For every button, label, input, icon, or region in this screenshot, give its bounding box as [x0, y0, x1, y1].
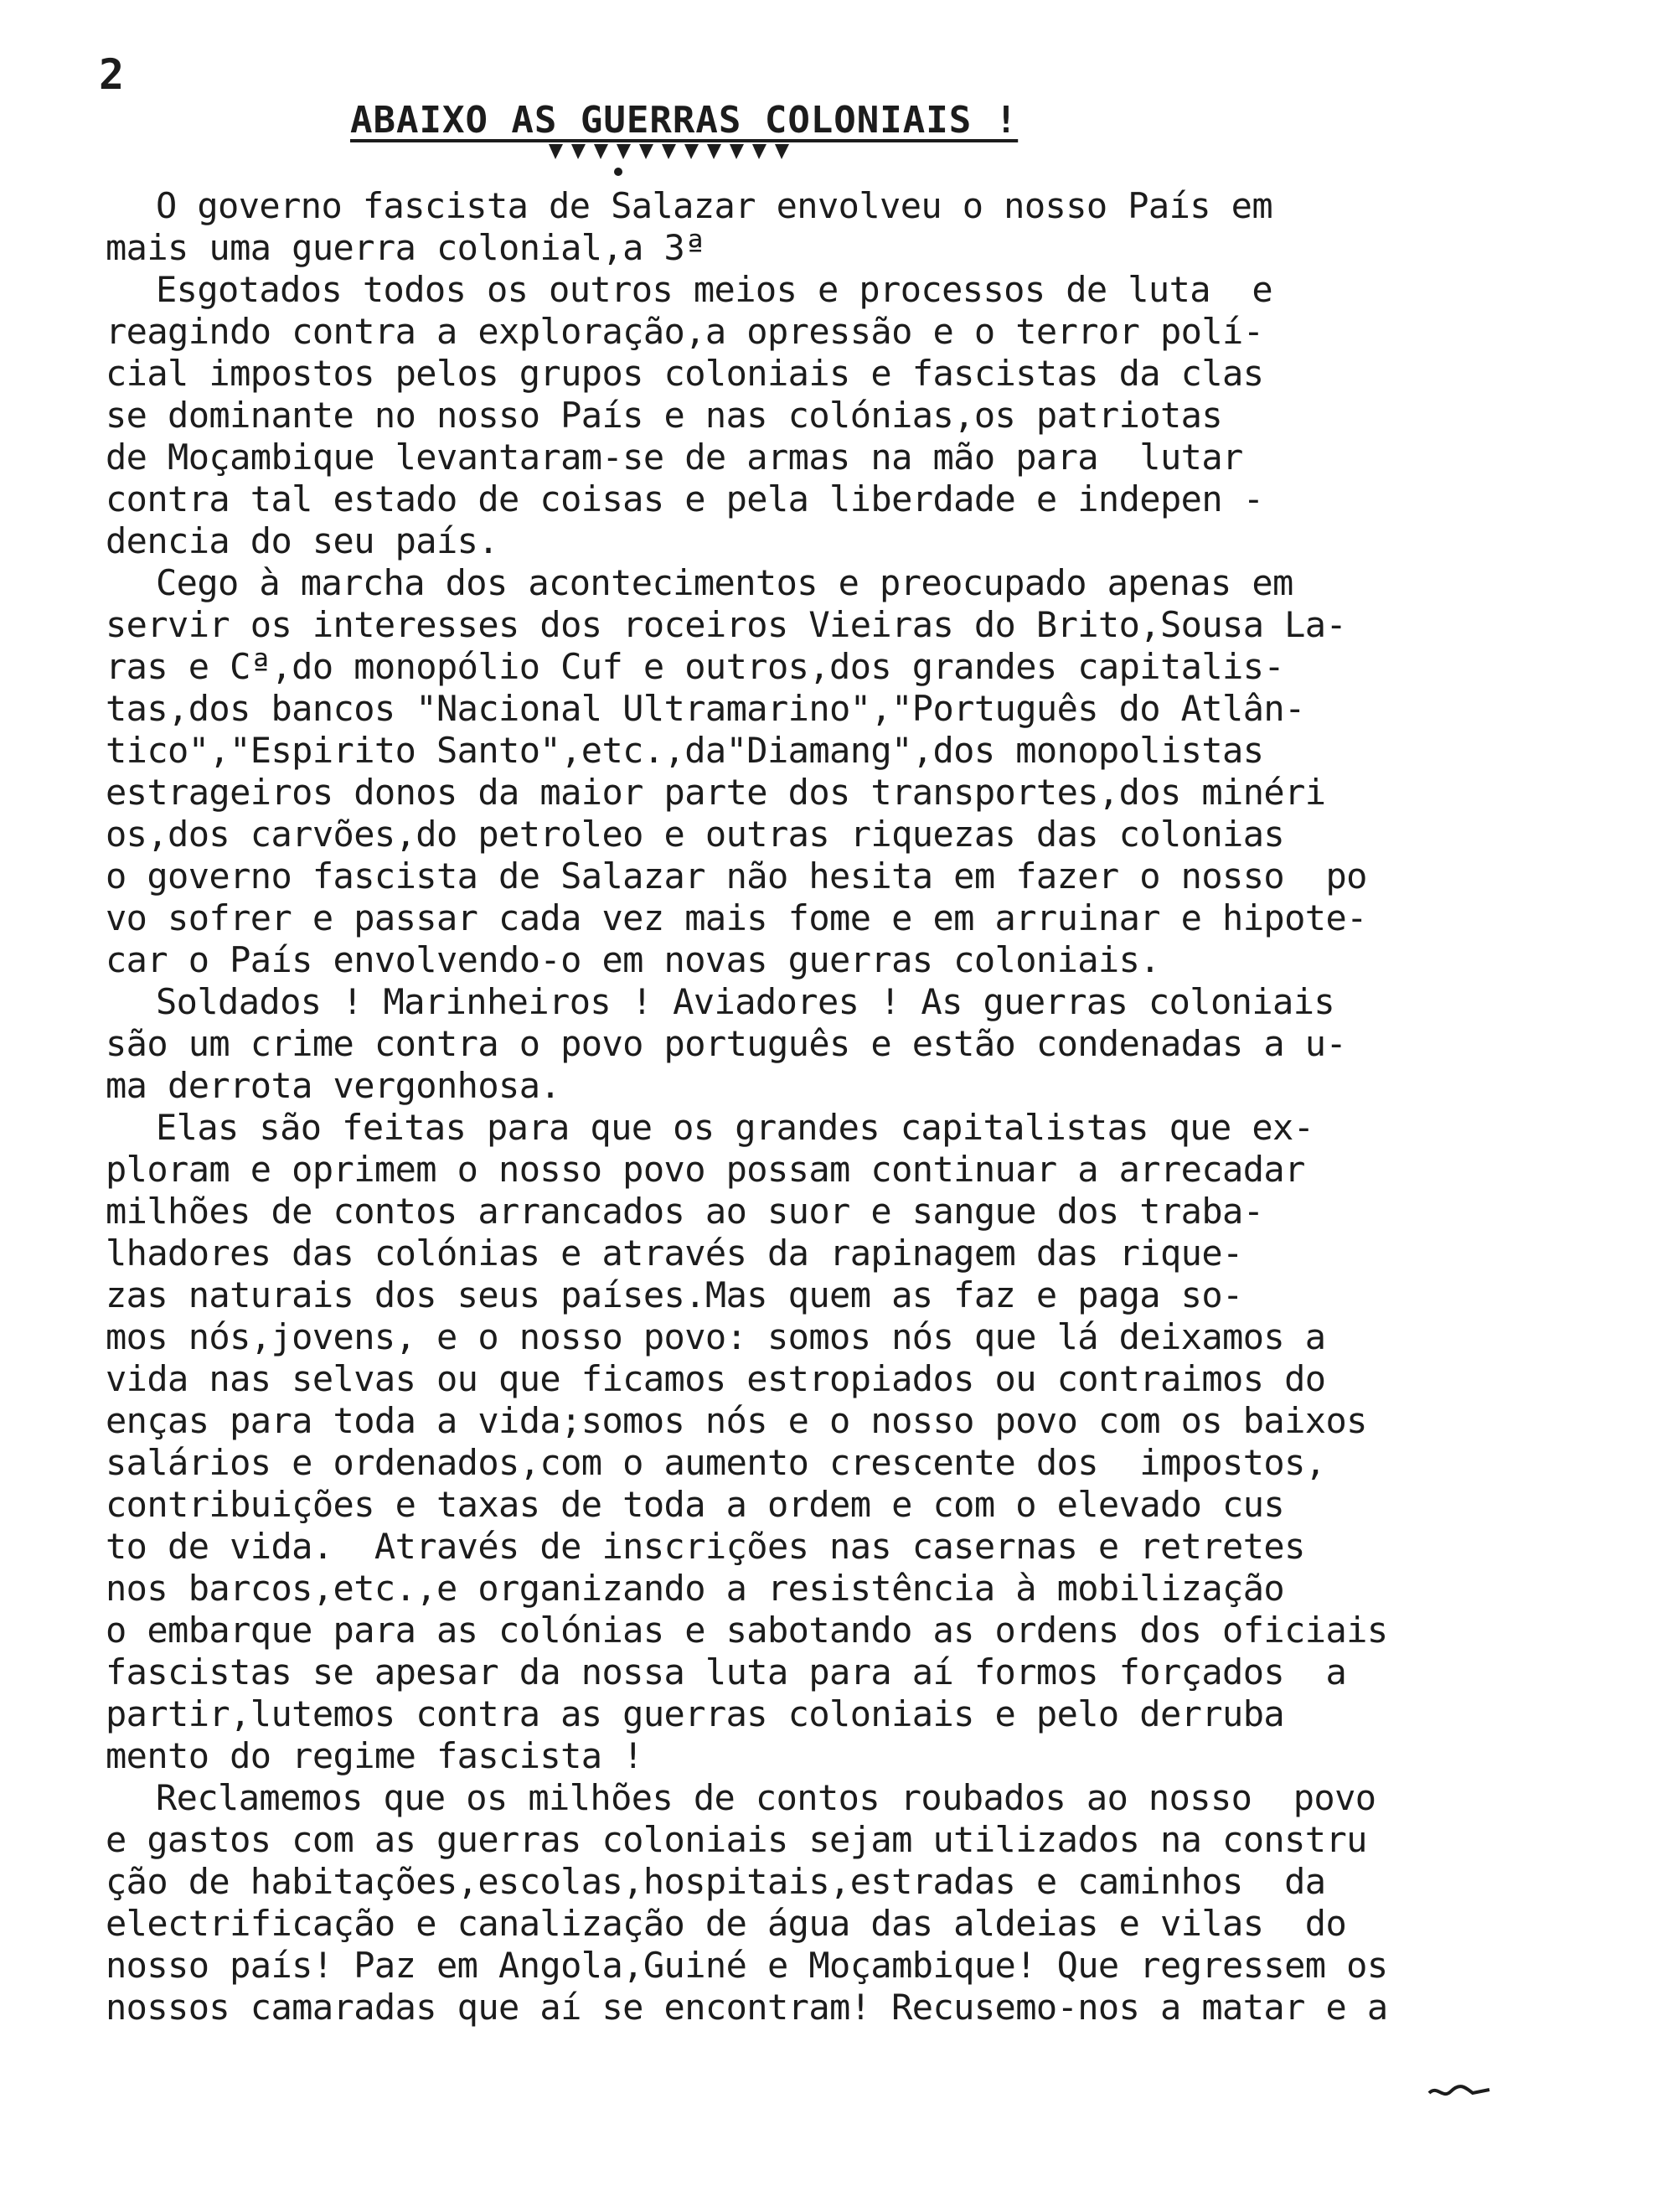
text-line: nossos camaradas que aí se encontram! Recusemo-nos a matar e a	[106, 1987, 1388, 2028]
text-line: ras e Cª,do monopólio Cuf e outros,dos grandes capitalis-	[106, 646, 1285, 687]
text-line: Soldados ! Marinheiros ! Aviadores ! As guerras coloniais	[156, 981, 1335, 1022]
text-line: fascistas se apesar da nossa luta para aí formos forçados a	[106, 1651, 1347, 1693]
text-line: car o País envolvendo-o em novas guerras coloniais.	[106, 939, 1160, 980]
text-line: são um crime contra o povo português e estão condenadas a u-	[106, 1023, 1347, 1064]
text-line: se dominante no nosso País e nas colónias,os patriotas	[106, 395, 1223, 436]
text-line: reagindo contra a exploração,a opressão e o terror polí-	[106, 311, 1264, 352]
text-line: ploram e oprimem o nosso povo possam continuar a arrecadar	[106, 1149, 1305, 1190]
text-line: ma derrota vergonhosa.	[106, 1065, 561, 1106]
text-line: electrificação e canalização de água das aldeias e vilas do	[106, 1903, 1347, 1944]
text-line: vo sofrer e passar cada vez mais fome e em arruinar e hipote-	[106, 897, 1367, 938]
continuation-mark	[1426, 2080, 1493, 2103]
text-line: salários e ordenados,com o aumento crescente dos impostos,	[106, 1442, 1326, 1483]
text-line: de Moçambique levantaram-se de armas na mão para lutar	[106, 437, 1243, 478]
document-title: ABAIXO AS GUERRAS COLONIAIS !	[350, 99, 1019, 142]
text-line: lhadores das colónias e através da rapinagem das rique-	[106, 1233, 1243, 1274]
text-line: nos barcos,etc.,e organizando a resistência à mobilização	[106, 1568, 1285, 1609]
text-line: mos nós,jovens, e o nosso povo: somos nós que lá deixamos a	[106, 1316, 1326, 1357]
text-line: os,dos carvões,do petroleo e outras riquezas das colonias	[106, 814, 1285, 855]
text-line: Cego à marcha dos acontecimentos e preocupado apenas em	[156, 562, 1293, 603]
text-line: contribuições e taxas de toda a ordem e com o elevado cus	[106, 1484, 1285, 1525]
text-line: mento do regime fascista !	[106, 1735, 643, 1776]
page-number: 2	[99, 50, 125, 99]
text-line: enças para toda a vida;somos nós e o nosso povo com os baixos	[106, 1400, 1367, 1441]
text-line: Esgotados todos os outros meios e processos de luta e	[156, 269, 1273, 310]
text-line: o embarque para as colónias e sabotando as ordens dos oficiais	[106, 1610, 1388, 1651]
text-line: zas naturais dos seus países.Mas quem as faz e paga so-	[106, 1274, 1243, 1315]
text-line: O governo fascista de Salazar envolveu o nosso País em	[156, 185, 1273, 226]
text-line: cial impostos pelos grupos coloniais e fascistas da clas	[106, 353, 1264, 394]
text-line: dencia do seu país.	[106, 520, 499, 561]
text-line: Elas são feitas para que os grandes capitalistas que ex-	[156, 1107, 1314, 1148]
text-line: tas,dos bancos "Nacional Ultramarino","Português do Atlân-	[106, 688, 1305, 729]
text-line: nosso país! Paz em Angola,Guiné e Moçambique! Que regressem os	[106, 1945, 1388, 1986]
text-line: estrageiros donos da maior parte dos transportes,dos minéri	[106, 772, 1326, 813]
text-line: vida nas selvas ou que ficamos estropiados ou contraimos do	[106, 1358, 1326, 1399]
text-line: partir,lutemos contra as guerras coloniais e pelo derruba	[106, 1693, 1285, 1734]
text-line: mais uma guerra colonial,a 3ª	[106, 227, 705, 268]
text-line: contra tal estado de coisas e pela liberdade e indepen -	[106, 478, 1264, 519]
text-line: tico","Espirito Santo",etc.,da"Diamang",dos monopolistas	[106, 730, 1264, 771]
text-line: ção de habitações,escolas,hospitais,estradas e caminhos da	[106, 1861, 1326, 1902]
text-line: o governo fascista de Salazar não hesita em fazer o nosso po	[106, 855, 1367, 897]
text-line: Reclamemos que os milhões de contos roubados ao nosso povo	[156, 1777, 1376, 1818]
text-line: milhões de contos arrancados ao suor e sangue dos traba-	[106, 1191, 1264, 1232]
text-line: servir os interesses dos roceiros Vieiras do Brito,Sousa La-	[106, 604, 1347, 645]
text-line: to de vida. Através de inscrições nas casernas e retretes	[106, 1526, 1305, 1567]
text-line: e gastos com as guerras coloniais sejam utilizados na constru	[106, 1819, 1367, 1860]
